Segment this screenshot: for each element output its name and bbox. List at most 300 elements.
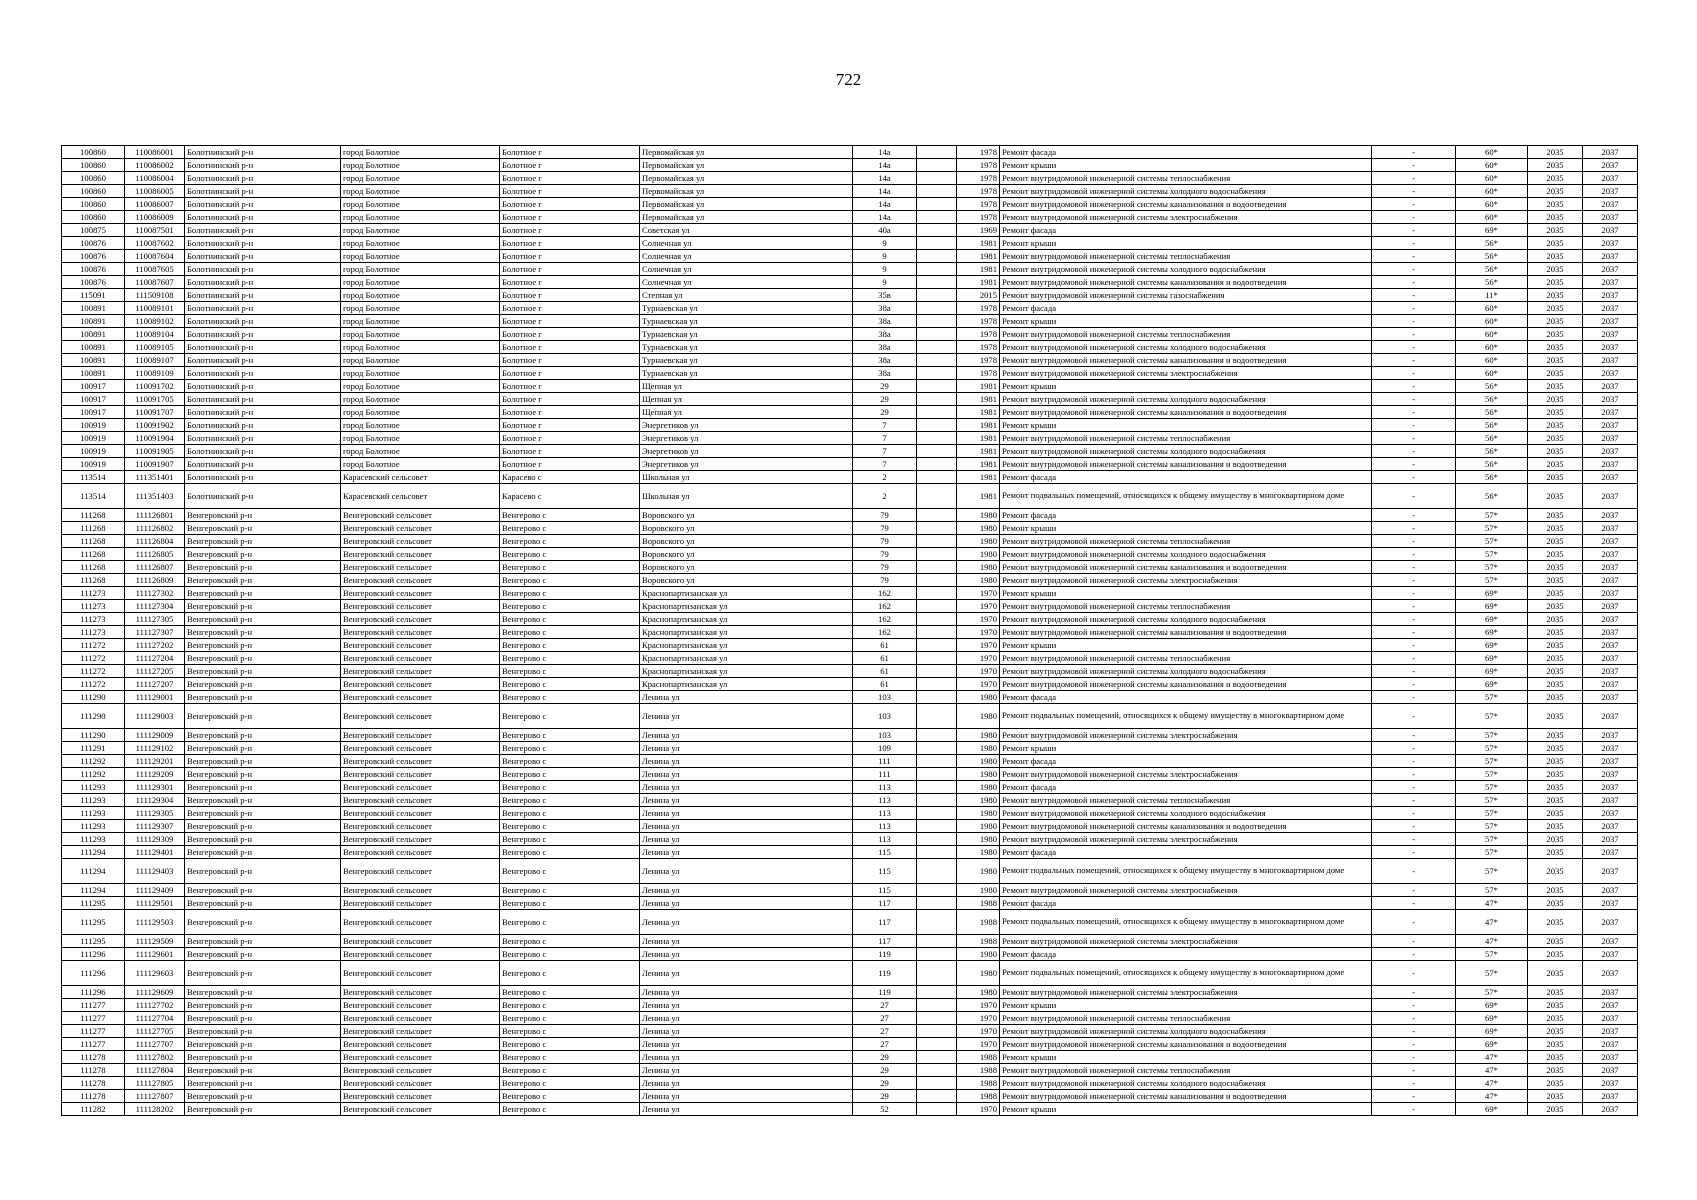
street-cell: Энергетиков ул bbox=[640, 419, 853, 432]
municipality-cell: Венгеровский сельсовет bbox=[341, 548, 500, 561]
house-number-cell: 29 bbox=[853, 393, 917, 406]
year-built-cell: 1970 bbox=[957, 665, 1000, 678]
house-id-cell: 111273 bbox=[62, 600, 125, 613]
table-row bbox=[62, 884, 1638, 897]
district-cell: Венгеровский р-н bbox=[185, 859, 341, 884]
settlement-cell: Венгерово с bbox=[500, 1038, 640, 1051]
work-code-cell: 111509108 bbox=[125, 289, 185, 302]
work-type-cell: Ремонт внутридомовой инженерной системы канализования и водоотведения bbox=[1000, 1090, 1372, 1103]
work-type-cell: Ремонт фасада bbox=[1000, 146, 1372, 159]
table-row bbox=[62, 237, 1638, 250]
house-number-cell: 14а bbox=[853, 185, 917, 198]
building-cell bbox=[917, 794, 957, 807]
settlement-cell: Болотное г bbox=[500, 419, 640, 432]
street-cell: Турнаевская ул bbox=[640, 302, 853, 315]
street-cell: Ленина ул bbox=[640, 820, 853, 833]
street-cell: Ленина ул bbox=[640, 729, 853, 742]
end-year-cell: 2037 bbox=[1583, 820, 1638, 833]
start-year-cell: 2035 bbox=[1528, 678, 1583, 691]
end-year-cell: 2037 bbox=[1583, 1038, 1638, 1051]
municipality-cell: Венгеровский сельсовет bbox=[341, 986, 500, 999]
house-id-cell: 100917 bbox=[62, 380, 125, 393]
building-cell bbox=[917, 729, 957, 742]
end-year-cell: 2037 bbox=[1583, 328, 1638, 341]
dash-cell: - bbox=[1372, 315, 1456, 328]
start-year-cell: 2035 bbox=[1528, 185, 1583, 198]
house-id-cell: 100860 bbox=[62, 198, 125, 211]
end-year-cell: 2037 bbox=[1583, 522, 1638, 535]
house-number-cell: 9 bbox=[853, 250, 917, 263]
house-id-cell: 100917 bbox=[62, 406, 125, 419]
year-built-cell: 1980 bbox=[957, 846, 1000, 859]
start-year-cell: 2035 bbox=[1528, 419, 1583, 432]
year-built-cell: 1980 bbox=[957, 961, 1000, 986]
house-id-cell: 100891 bbox=[62, 302, 125, 315]
work-code-cell: 111129304 bbox=[125, 794, 185, 807]
table-row bbox=[62, 961, 1638, 986]
street-cell: Энергетиков ул bbox=[640, 458, 853, 471]
table-row bbox=[62, 574, 1638, 587]
house-id-cell: 111268 bbox=[62, 574, 125, 587]
building-cell bbox=[917, 781, 957, 794]
year-built-cell: 1980 bbox=[957, 755, 1000, 768]
work-type-cell: Ремонт подвальных помещений, относящихся к общему имуществу в многоквартирном доме bbox=[1000, 961, 1372, 986]
dash-cell: - bbox=[1372, 639, 1456, 652]
start-year-cell: 2035 bbox=[1528, 833, 1583, 846]
year-built-cell: 1978 bbox=[957, 159, 1000, 172]
work-code-cell: 111129309 bbox=[125, 833, 185, 846]
start-year-cell: 2035 bbox=[1528, 820, 1583, 833]
start-year-cell: 2035 bbox=[1528, 522, 1583, 535]
work-type-cell: Ремонт внутридомовой инженерной системы канализования и водоотведения bbox=[1000, 406, 1372, 419]
work-type-cell: Ремонт подвальных помещений, относящихся к общему имуществу в многоквартирном доме bbox=[1000, 859, 1372, 884]
house-number-cell: 35в bbox=[853, 289, 917, 302]
year-built-cell: 1981 bbox=[957, 471, 1000, 484]
work-type-cell: Ремонт крыши bbox=[1000, 1103, 1372, 1116]
district-cell: Болотнинский р-н bbox=[185, 224, 341, 237]
table-row bbox=[62, 859, 1638, 884]
district-cell: Болотнинский р-н bbox=[185, 484, 341, 509]
house-id-cell: 113514 bbox=[62, 484, 125, 509]
house-number-cell: 117 bbox=[853, 910, 917, 935]
house-id-cell: 100891 bbox=[62, 367, 125, 380]
street-cell: Воровского ул bbox=[640, 548, 853, 561]
end-year-cell: 2037 bbox=[1583, 237, 1638, 250]
house-number-cell: 38а bbox=[853, 354, 917, 367]
district-cell: Венгеровский р-н bbox=[185, 1051, 341, 1064]
wear-percent-cell: 57* bbox=[1456, 794, 1528, 807]
wear-percent-cell: 60* bbox=[1456, 354, 1528, 367]
dash-cell: - bbox=[1372, 198, 1456, 211]
house-id-cell: 100919 bbox=[62, 445, 125, 458]
end-year-cell: 2037 bbox=[1583, 948, 1638, 961]
municipality-cell: Венгеровский сельсовет bbox=[341, 704, 500, 729]
start-year-cell: 2035 bbox=[1528, 704, 1583, 729]
building-cell bbox=[917, 755, 957, 768]
wear-percent-cell: 57* bbox=[1456, 781, 1528, 794]
work-type-cell: Ремонт фасада bbox=[1000, 781, 1372, 794]
settlement-cell: Венгерово с bbox=[500, 522, 640, 535]
street-cell: Ленина ул bbox=[640, 935, 853, 948]
district-cell: Венгеровский р-н bbox=[185, 833, 341, 846]
house-number-cell: 79 bbox=[853, 574, 917, 587]
work-code-cell: 111129501 bbox=[125, 897, 185, 910]
table-row bbox=[62, 820, 1638, 833]
end-year-cell: 2037 bbox=[1583, 833, 1638, 846]
work-code-cell: 111129201 bbox=[125, 755, 185, 768]
settlement-cell: Венгерово с bbox=[500, 678, 640, 691]
start-year-cell: 2035 bbox=[1528, 1077, 1583, 1090]
start-year-cell: 2035 bbox=[1528, 884, 1583, 897]
wear-percent-cell: 69* bbox=[1456, 639, 1528, 652]
building-cell bbox=[917, 986, 957, 999]
wear-percent-cell: 47* bbox=[1456, 1064, 1528, 1077]
street-cell: Первомайская ул bbox=[640, 185, 853, 198]
table-row bbox=[62, 548, 1638, 561]
district-cell: Венгеровский р-н bbox=[185, 729, 341, 742]
house-id-cell: 111272 bbox=[62, 652, 125, 665]
building-cell bbox=[917, 910, 957, 935]
house-id-cell: 111293 bbox=[62, 807, 125, 820]
end-year-cell: 2037 bbox=[1583, 432, 1638, 445]
year-built-cell: 1981 bbox=[957, 393, 1000, 406]
district-cell: Венгеровский р-н bbox=[185, 820, 341, 833]
end-year-cell: 2037 bbox=[1583, 1025, 1638, 1038]
table-row bbox=[62, 328, 1638, 341]
district-cell: Венгеровский р-н bbox=[185, 1038, 341, 1051]
end-year-cell: 2037 bbox=[1583, 471, 1638, 484]
work-code-cell: 110089105 bbox=[125, 341, 185, 354]
settlement-cell: Болотное г bbox=[500, 146, 640, 159]
wear-percent-cell: 69* bbox=[1456, 652, 1528, 665]
building-cell bbox=[917, 1012, 957, 1025]
district-cell: Венгеровский р-н bbox=[185, 768, 341, 781]
district-cell: Венгеровский р-н bbox=[185, 600, 341, 613]
start-year-cell: 2035 bbox=[1528, 910, 1583, 935]
house-number-cell: 9 bbox=[853, 263, 917, 276]
settlement-cell: Венгерово с bbox=[500, 704, 640, 729]
street-cell: Ленина ул bbox=[640, 704, 853, 729]
work-type-cell: Ремонт внутридомовой инженерной системы холодного водоснабжения bbox=[1000, 613, 1372, 626]
dash-cell: - bbox=[1372, 600, 1456, 613]
street-cell: Турнаевская ул bbox=[640, 328, 853, 341]
building-cell bbox=[917, 211, 957, 224]
table-row bbox=[62, 484, 1638, 509]
table-row bbox=[62, 910, 1638, 935]
building-cell bbox=[917, 198, 957, 211]
table-row bbox=[62, 341, 1638, 354]
work-type-cell: Ремонт фасада bbox=[1000, 691, 1372, 704]
work-type-cell: Ремонт внутридомовой инженерной системы холодного водоснабжения bbox=[1000, 445, 1372, 458]
end-year-cell: 2037 bbox=[1583, 535, 1638, 548]
street-cell: Ленина ул bbox=[640, 1090, 853, 1103]
settlement-cell: Болотное г bbox=[500, 172, 640, 185]
work-type-cell: Ремонт подвальных помещений, относящихся к общему имуществу в многоквартирном доме bbox=[1000, 704, 1372, 729]
end-year-cell: 2037 bbox=[1583, 999, 1638, 1012]
settlement-cell: Венгерово с bbox=[500, 548, 640, 561]
end-year-cell: 2037 bbox=[1583, 781, 1638, 794]
year-built-cell: 1970 bbox=[957, 1103, 1000, 1116]
district-cell: Венгеровский р-н bbox=[185, 691, 341, 704]
house-number-cell: 2 bbox=[853, 484, 917, 509]
street-cell: Щепная ул bbox=[640, 406, 853, 419]
work-code-cell: 111351401 bbox=[125, 471, 185, 484]
street-cell: Энергетиков ул bbox=[640, 445, 853, 458]
dash-cell: - bbox=[1372, 986, 1456, 999]
district-cell: Болотнинский р-н bbox=[185, 172, 341, 185]
street-cell: Воровского ул bbox=[640, 574, 853, 587]
work-type-cell: Ремонт внутридомовой инженерной системы канализования и водоотведения bbox=[1000, 626, 1372, 639]
year-built-cell: 1980 bbox=[957, 704, 1000, 729]
house-id-cell: 113514 bbox=[62, 471, 125, 484]
year-built-cell: 1988 bbox=[957, 1051, 1000, 1064]
street-cell: Щепная ул bbox=[640, 380, 853, 393]
work-code-cell: 111129102 bbox=[125, 742, 185, 755]
district-cell: Венгеровский р-н bbox=[185, 548, 341, 561]
year-built-cell: 1970 bbox=[957, 587, 1000, 600]
settlement-cell: Карасево с bbox=[500, 471, 640, 484]
end-year-cell: 2037 bbox=[1583, 315, 1638, 328]
dash-cell: - bbox=[1372, 1064, 1456, 1077]
year-built-cell: 1981 bbox=[957, 432, 1000, 445]
house-number-cell: 119 bbox=[853, 948, 917, 961]
work-type-cell: Ремонт внутридомовой инженерной системы холодного водоснабжения bbox=[1000, 393, 1372, 406]
district-cell: Болотнинский р-н bbox=[185, 458, 341, 471]
work-type-cell: Ремонт внутридомовой инженерной системы канализования и водоотведения bbox=[1000, 354, 1372, 367]
wear-percent-cell: 56* bbox=[1456, 263, 1528, 276]
work-type-cell: Ремонт внутридомовой инженерной системы электроснабжения bbox=[1000, 935, 1372, 948]
table-row bbox=[62, 1064, 1638, 1077]
house-number-cell: 9 bbox=[853, 237, 917, 250]
work-code-cell: 111129509 bbox=[125, 935, 185, 948]
building-cell bbox=[917, 406, 957, 419]
settlement-cell: Венгерово с bbox=[500, 1090, 640, 1103]
district-cell: Венгеровский р-н bbox=[185, 704, 341, 729]
building-cell bbox=[917, 948, 957, 961]
street-cell: Ленина ул bbox=[640, 742, 853, 755]
settlement-cell: Болотное г bbox=[500, 159, 640, 172]
end-year-cell: 2037 bbox=[1583, 1051, 1638, 1064]
start-year-cell: 2035 bbox=[1528, 1038, 1583, 1051]
street-cell: Турнаевская ул bbox=[640, 354, 853, 367]
municipality-cell: Венгеровский сельсовет bbox=[341, 755, 500, 768]
work-code-cell: 110091707 bbox=[125, 406, 185, 419]
municipality-cell: город Болотное bbox=[341, 341, 500, 354]
end-year-cell: 2037 bbox=[1583, 729, 1638, 742]
district-cell: Венгеровский р-н bbox=[185, 948, 341, 961]
municipality-cell: Карасевский сельсовет bbox=[341, 484, 500, 509]
start-year-cell: 2035 bbox=[1528, 211, 1583, 224]
dash-cell: - bbox=[1372, 935, 1456, 948]
table-row bbox=[62, 185, 1638, 198]
start-year-cell: 2035 bbox=[1528, 574, 1583, 587]
settlement-cell: Болотное г bbox=[500, 432, 640, 445]
end-year-cell: 2037 bbox=[1583, 146, 1638, 159]
dash-cell: - bbox=[1372, 999, 1456, 1012]
work-type-cell: Ремонт внутридомовой инженерной системы канализования и водоотведения bbox=[1000, 820, 1372, 833]
settlement-cell: Венгерово с bbox=[500, 665, 640, 678]
table-row bbox=[62, 393, 1638, 406]
dash-cell: - bbox=[1372, 652, 1456, 665]
dash-cell: - bbox=[1372, 458, 1456, 471]
wear-percent-cell: 47* bbox=[1456, 910, 1528, 935]
end-year-cell: 2037 bbox=[1583, 367, 1638, 380]
year-built-cell: 1978 bbox=[957, 211, 1000, 224]
dash-cell: - bbox=[1372, 768, 1456, 781]
house-id-cell: 111294 bbox=[62, 846, 125, 859]
district-cell: Венгеровский р-н bbox=[185, 794, 341, 807]
start-year-cell: 2035 bbox=[1528, 406, 1583, 419]
start-year-cell: 2035 bbox=[1528, 626, 1583, 639]
start-year-cell: 2035 bbox=[1528, 146, 1583, 159]
table-row bbox=[62, 794, 1638, 807]
wear-percent-cell: 57* bbox=[1456, 742, 1528, 755]
building-cell bbox=[917, 1038, 957, 1051]
work-type-cell: Ремонт подвальных помещений, относящихся к общему имуществу в многоквартирном доме bbox=[1000, 910, 1372, 935]
house-id-cell: 100876 bbox=[62, 263, 125, 276]
year-built-cell: 1978 bbox=[957, 315, 1000, 328]
settlement-cell: Венгерово с bbox=[500, 807, 640, 820]
building-cell bbox=[917, 1025, 957, 1038]
start-year-cell: 2035 bbox=[1528, 935, 1583, 948]
work-type-cell: Ремонт фасада bbox=[1000, 224, 1372, 237]
house-number-cell: 14а bbox=[853, 159, 917, 172]
house-id-cell: 111296 bbox=[62, 948, 125, 961]
end-year-cell: 2037 bbox=[1583, 484, 1638, 509]
street-cell: Ленина ул bbox=[640, 846, 853, 859]
year-built-cell: 1980 bbox=[957, 986, 1000, 999]
settlement-cell: Венгерово с bbox=[500, 755, 640, 768]
start-year-cell: 2035 bbox=[1528, 276, 1583, 289]
building-cell bbox=[917, 626, 957, 639]
start-year-cell: 2035 bbox=[1528, 328, 1583, 341]
dash-cell: - bbox=[1372, 574, 1456, 587]
work-code-cell: 111127205 bbox=[125, 665, 185, 678]
dash-cell: - bbox=[1372, 794, 1456, 807]
work-type-cell: Ремонт внутридомовой инженерной системы электроснабжения bbox=[1000, 768, 1372, 781]
wear-percent-cell: 69* bbox=[1456, 613, 1528, 626]
work-code-cell: 110091702 bbox=[125, 380, 185, 393]
table-row bbox=[62, 833, 1638, 846]
house-number-cell: 79 bbox=[853, 535, 917, 548]
table-row bbox=[62, 935, 1638, 948]
work-code-cell: 111129603 bbox=[125, 961, 185, 986]
building-cell bbox=[917, 548, 957, 561]
street-cell: Ленина ул bbox=[640, 1051, 853, 1064]
year-built-cell: 1970 bbox=[957, 626, 1000, 639]
wear-percent-cell: 57* bbox=[1456, 509, 1528, 522]
start-year-cell: 2035 bbox=[1528, 897, 1583, 910]
work-type-cell: Ремонт внутридомовой инженерной системы теплоснабжения bbox=[1000, 535, 1372, 548]
municipality-cell: Венгеровский сельсовет bbox=[341, 910, 500, 935]
house-id-cell: 100876 bbox=[62, 276, 125, 289]
district-cell: Болотнинский р-н bbox=[185, 354, 341, 367]
dash-cell: - bbox=[1372, 587, 1456, 600]
house-id-cell: 111282 bbox=[62, 1103, 125, 1116]
settlement-cell: Болотное г bbox=[500, 445, 640, 458]
work-code-cell: 111127304 bbox=[125, 600, 185, 613]
municipality-cell: Венгеровский сельсовет bbox=[341, 1038, 500, 1051]
street-cell: Воровского ул bbox=[640, 561, 853, 574]
street-cell: Воровского ул bbox=[640, 509, 853, 522]
year-built-cell: 1980 bbox=[957, 884, 1000, 897]
table-row bbox=[62, 172, 1638, 185]
house-number-cell: 109 bbox=[853, 742, 917, 755]
start-year-cell: 2035 bbox=[1528, 859, 1583, 884]
table-row bbox=[62, 289, 1638, 302]
end-year-cell: 2037 bbox=[1583, 263, 1638, 276]
start-year-cell: 2035 bbox=[1528, 354, 1583, 367]
house-number-cell: 115 bbox=[853, 859, 917, 884]
district-cell: Венгеровский р-н bbox=[185, 561, 341, 574]
building-cell bbox=[917, 380, 957, 393]
work-type-cell: Ремонт внутридомовой инженерной системы теплоснабжения bbox=[1000, 1064, 1372, 1077]
start-year-cell: 2035 bbox=[1528, 1025, 1583, 1038]
municipality-cell: Венгеровский сельсовет bbox=[341, 509, 500, 522]
house-number-cell: 103 bbox=[853, 691, 917, 704]
dash-cell: - bbox=[1372, 432, 1456, 445]
house-number-cell: 111 bbox=[853, 768, 917, 781]
year-built-cell: 1980 bbox=[957, 807, 1000, 820]
table-row bbox=[62, 1012, 1638, 1025]
district-cell: Венгеровский р-н bbox=[185, 935, 341, 948]
building-cell bbox=[917, 328, 957, 341]
settlement-cell: Венгерово с bbox=[500, 986, 640, 999]
year-built-cell: 1980 bbox=[957, 509, 1000, 522]
dash-cell: - bbox=[1372, 535, 1456, 548]
building-cell bbox=[917, 613, 957, 626]
district-cell: Болотнинский р-н bbox=[185, 406, 341, 419]
table-row bbox=[62, 652, 1638, 665]
start-year-cell: 2035 bbox=[1528, 224, 1583, 237]
end-year-cell: 2037 bbox=[1583, 393, 1638, 406]
wear-percent-cell: 69* bbox=[1456, 678, 1528, 691]
municipality-cell: Венгеровский сельсовет bbox=[341, 961, 500, 986]
dash-cell: - bbox=[1372, 729, 1456, 742]
building-cell bbox=[917, 1051, 957, 1064]
start-year-cell: 2035 bbox=[1528, 755, 1583, 768]
district-cell: Венгеровский р-н bbox=[185, 652, 341, 665]
district-cell: Болотнинский р-н bbox=[185, 289, 341, 302]
house-id-cell: 100860 bbox=[62, 211, 125, 224]
municipality-cell: Венгеровский сельсовет bbox=[341, 794, 500, 807]
wear-percent-cell: 47* bbox=[1456, 1077, 1528, 1090]
year-built-cell: 1969 bbox=[957, 224, 1000, 237]
wear-percent-cell: 60* bbox=[1456, 146, 1528, 159]
wear-percent-cell: 69* bbox=[1456, 224, 1528, 237]
start-year-cell: 2035 bbox=[1528, 1012, 1583, 1025]
settlement-cell: Болотное г bbox=[500, 380, 640, 393]
work-code-cell: 111129301 bbox=[125, 781, 185, 794]
district-cell: Болотнинский р-н bbox=[185, 263, 341, 276]
end-year-cell: 2037 bbox=[1583, 742, 1638, 755]
settlement-cell: Венгерово с bbox=[500, 961, 640, 986]
house-id-cell: 100919 bbox=[62, 458, 125, 471]
municipality-cell: город Болотное bbox=[341, 237, 500, 250]
building-cell bbox=[917, 665, 957, 678]
work-type-cell: Ремонт внутридомовой инженерной системы канализования и водоотведения bbox=[1000, 276, 1372, 289]
table-row bbox=[62, 302, 1638, 315]
start-year-cell: 2035 bbox=[1528, 535, 1583, 548]
district-cell: Болотнинский р-н bbox=[185, 393, 341, 406]
district-cell: Болотнинский р-н bbox=[185, 302, 341, 315]
building-cell bbox=[917, 807, 957, 820]
start-year-cell: 2035 bbox=[1528, 548, 1583, 561]
year-built-cell: 1980 bbox=[957, 535, 1000, 548]
end-year-cell: 2037 bbox=[1583, 665, 1638, 678]
district-cell: Болотнинский р-н bbox=[185, 146, 341, 159]
wear-percent-cell: 57* bbox=[1456, 807, 1528, 820]
